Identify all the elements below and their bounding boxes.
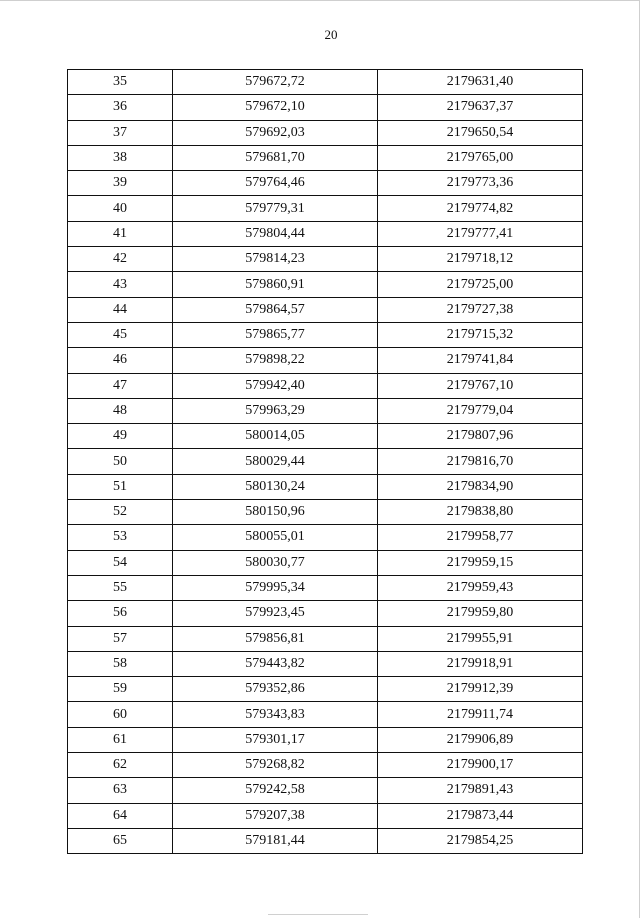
x-coordinate-cell: 579443,82 bbox=[173, 651, 378, 676]
point-number-cell: 46 bbox=[68, 348, 173, 373]
y-coordinate-cell: 2179906,89 bbox=[378, 727, 583, 752]
y-coordinate-cell: 2179715,32 bbox=[378, 322, 583, 347]
y-coordinate-cell: 2179854,25 bbox=[378, 828, 583, 853]
point-number-cell: 60 bbox=[68, 702, 173, 727]
table-row bbox=[68, 601, 583, 626]
x-coordinate-cell: 580014,05 bbox=[173, 424, 378, 449]
point-number-cell: 35 bbox=[68, 70, 173, 95]
table-row bbox=[68, 803, 583, 828]
y-coordinate-cell: 2179912,39 bbox=[378, 677, 583, 702]
x-coordinate-cell: 579692,03 bbox=[173, 120, 378, 145]
y-coordinate-cell: 2179891,43 bbox=[378, 778, 583, 803]
x-coordinate-cell: 580030,77 bbox=[173, 550, 378, 575]
y-coordinate-cell: 2179773,36 bbox=[378, 171, 583, 196]
table-row bbox=[68, 828, 583, 853]
point-number-cell: 38 bbox=[68, 145, 173, 170]
table-row bbox=[68, 677, 583, 702]
y-coordinate-cell: 2179816,70 bbox=[378, 449, 583, 474]
coordinates-table bbox=[67, 69, 583, 854]
y-coordinate-cell: 2179959,80 bbox=[378, 601, 583, 626]
x-coordinate-cell: 579672,10 bbox=[173, 95, 378, 120]
x-coordinate-cell: 579864,57 bbox=[173, 297, 378, 322]
point-number-cell: 58 bbox=[68, 651, 173, 676]
table-row bbox=[68, 70, 583, 95]
x-coordinate-cell: 579764,46 bbox=[173, 171, 378, 196]
table-row bbox=[68, 322, 583, 347]
x-coordinate-cell: 579856,81 bbox=[173, 626, 378, 651]
table-row bbox=[68, 196, 583, 221]
x-coordinate-cell: 579963,29 bbox=[173, 398, 378, 423]
point-number-cell: 36 bbox=[68, 95, 173, 120]
y-coordinate-cell: 2179767,10 bbox=[378, 373, 583, 398]
y-coordinate-cell: 2179727,38 bbox=[378, 297, 583, 322]
point-number-cell: 51 bbox=[68, 474, 173, 499]
x-coordinate-cell: 579898,22 bbox=[173, 348, 378, 373]
x-coordinate-cell: 579814,23 bbox=[173, 247, 378, 272]
table-row bbox=[68, 272, 583, 297]
point-number-cell: 44 bbox=[68, 297, 173, 322]
table-row bbox=[68, 702, 583, 727]
point-number-cell: 47 bbox=[68, 373, 173, 398]
table-row bbox=[68, 221, 583, 246]
point-number-cell: 42 bbox=[68, 247, 173, 272]
table-row bbox=[68, 95, 583, 120]
x-coordinate-cell: 579301,17 bbox=[173, 727, 378, 752]
x-coordinate-cell: 579865,77 bbox=[173, 322, 378, 347]
y-coordinate-cell: 2179741,84 bbox=[378, 348, 583, 373]
y-coordinate-cell: 2179774,82 bbox=[378, 196, 583, 221]
x-coordinate-cell: 579672,72 bbox=[173, 70, 378, 95]
table-row bbox=[68, 500, 583, 525]
table-row bbox=[68, 120, 583, 145]
table-row bbox=[68, 424, 583, 449]
x-coordinate-cell: 580150,96 bbox=[173, 500, 378, 525]
y-coordinate-cell: 2179959,15 bbox=[378, 550, 583, 575]
table-row bbox=[68, 727, 583, 752]
point-number-cell: 37 bbox=[68, 120, 173, 145]
y-coordinate-cell: 2179958,77 bbox=[378, 525, 583, 550]
table-row bbox=[68, 297, 583, 322]
scan-artifact-line bbox=[268, 914, 368, 915]
y-coordinate-cell: 2179834,90 bbox=[378, 474, 583, 499]
x-coordinate-cell: 580055,01 bbox=[173, 525, 378, 550]
table-row bbox=[68, 575, 583, 600]
point-number-cell: 54 bbox=[68, 550, 173, 575]
table-row bbox=[68, 474, 583, 499]
y-coordinate-cell: 2179955,91 bbox=[378, 626, 583, 651]
y-coordinate-cell: 2179959,43 bbox=[378, 575, 583, 600]
point-number-cell: 49 bbox=[68, 424, 173, 449]
point-number-cell: 52 bbox=[68, 500, 173, 525]
point-number-cell: 41 bbox=[68, 221, 173, 246]
x-coordinate-cell: 579681,70 bbox=[173, 145, 378, 170]
y-coordinate-cell: 2179777,41 bbox=[378, 221, 583, 246]
point-number-cell: 45 bbox=[68, 322, 173, 347]
y-coordinate-cell: 2179631,40 bbox=[378, 70, 583, 95]
y-coordinate-cell: 2179779,04 bbox=[378, 398, 583, 423]
table-row bbox=[68, 171, 583, 196]
point-number-cell: 56 bbox=[68, 601, 173, 626]
x-coordinate-cell: 579942,40 bbox=[173, 373, 378, 398]
page-number: 20 bbox=[324, 27, 338, 42]
point-number-cell: 62 bbox=[68, 753, 173, 778]
x-coordinate-cell: 579207,38 bbox=[173, 803, 378, 828]
table-row bbox=[68, 145, 583, 170]
x-coordinate-cell: 579181,44 bbox=[173, 828, 378, 853]
table-row bbox=[68, 398, 583, 423]
x-coordinate-cell: 579268,82 bbox=[173, 753, 378, 778]
y-coordinate-cell: 2179725,00 bbox=[378, 272, 583, 297]
x-coordinate-cell: 580130,24 bbox=[173, 474, 378, 499]
x-coordinate-cell: 579242,58 bbox=[173, 778, 378, 803]
table-row bbox=[68, 348, 583, 373]
y-coordinate-cell: 2179807,96 bbox=[378, 424, 583, 449]
point-number-cell: 50 bbox=[68, 449, 173, 474]
point-number-cell: 64 bbox=[68, 803, 173, 828]
table-row bbox=[68, 373, 583, 398]
x-coordinate-cell: 579343,83 bbox=[173, 702, 378, 727]
y-coordinate-cell: 2179911,74 bbox=[378, 702, 583, 727]
table-row bbox=[68, 525, 583, 550]
point-number-cell: 55 bbox=[68, 575, 173, 600]
table-row bbox=[68, 550, 583, 575]
x-coordinate-cell: 580029,44 bbox=[173, 449, 378, 474]
point-number-cell: 57 bbox=[68, 626, 173, 651]
x-coordinate-cell: 579804,44 bbox=[173, 221, 378, 246]
y-coordinate-cell: 2179718,12 bbox=[378, 247, 583, 272]
x-coordinate-cell: 579995,34 bbox=[173, 575, 378, 600]
y-coordinate-cell: 2179650,54 bbox=[378, 120, 583, 145]
point-number-cell: 39 bbox=[68, 171, 173, 196]
point-number-cell: 65 bbox=[68, 828, 173, 853]
point-number-cell: 43 bbox=[68, 272, 173, 297]
point-number-cell: 40 bbox=[68, 196, 173, 221]
point-number-cell: 63 bbox=[68, 778, 173, 803]
table-row bbox=[68, 247, 583, 272]
point-number-cell: 48 bbox=[68, 398, 173, 423]
table-row bbox=[68, 449, 583, 474]
x-coordinate-cell: 579860,91 bbox=[173, 272, 378, 297]
point-number-cell: 59 bbox=[68, 677, 173, 702]
y-coordinate-cell: 2179900,17 bbox=[378, 753, 583, 778]
y-coordinate-cell: 2179838,80 bbox=[378, 500, 583, 525]
y-coordinate-cell: 2179918,91 bbox=[378, 651, 583, 676]
page-edge bbox=[0, 0, 640, 1]
point-number-cell: 53 bbox=[68, 525, 173, 550]
x-coordinate-cell: 579352,86 bbox=[173, 677, 378, 702]
table-row bbox=[68, 626, 583, 651]
point-number-cell: 61 bbox=[68, 727, 173, 752]
table-row bbox=[68, 651, 583, 676]
y-coordinate-cell: 2179765,00 bbox=[378, 145, 583, 170]
x-coordinate-cell: 579923,45 bbox=[173, 601, 378, 626]
y-coordinate-cell: 2179873,44 bbox=[378, 803, 583, 828]
table-row bbox=[68, 753, 583, 778]
x-coordinate-cell: 579779,31 bbox=[173, 196, 378, 221]
y-coordinate-cell: 2179637,37 bbox=[378, 95, 583, 120]
coordinates-table-body bbox=[68, 70, 583, 854]
table-row bbox=[68, 778, 583, 803]
